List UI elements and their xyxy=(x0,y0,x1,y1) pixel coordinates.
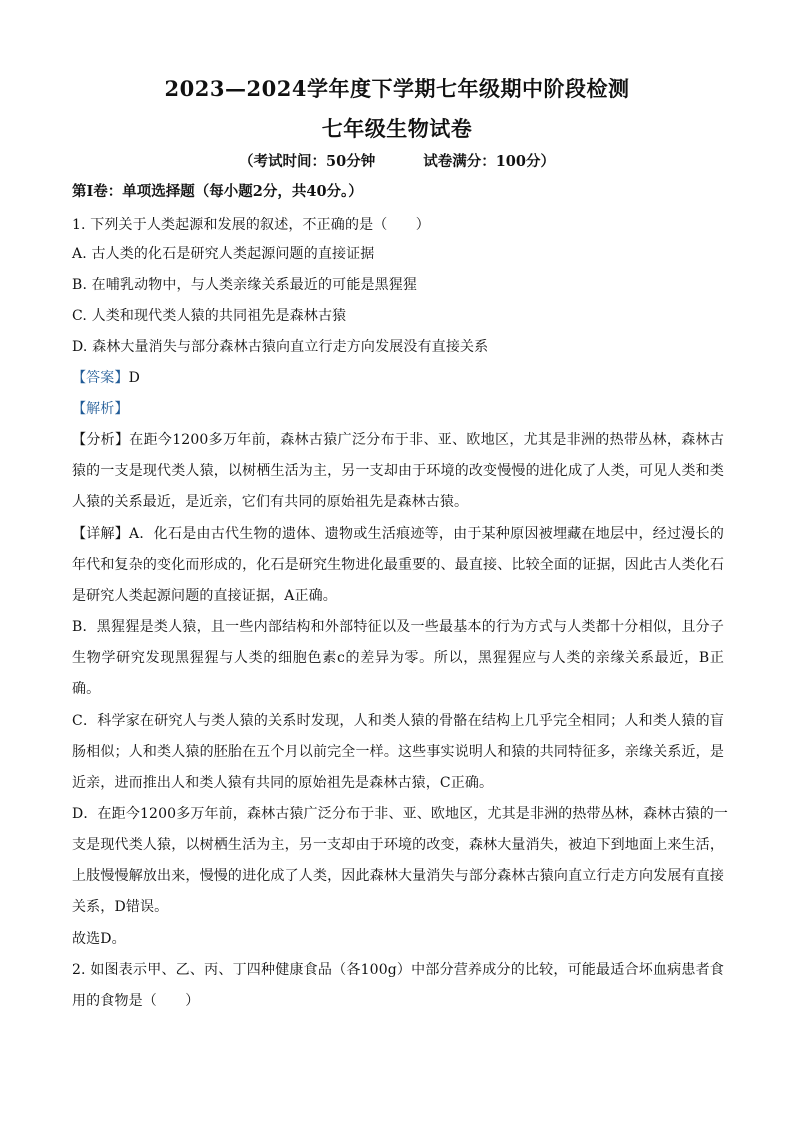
answer-tag: 【答案】 xyxy=(72,370,129,386)
answer-line xyxy=(72,368,724,388)
fenxi-line-1 xyxy=(72,430,724,450)
answer-value: D xyxy=(128,370,140,386)
exam-meta xyxy=(0,150,794,171)
final-choice: 故选D。 xyxy=(72,931,126,947)
question-1-stem: 1. 下列关于人类起源和发展的叙述，不正确的是（ ） xyxy=(72,217,430,233)
question-1-option-b: B. 在哺乳动物中，与人类亲缘关系最近的可能是黑猩猩 xyxy=(72,277,418,293)
option-d-explain-3: 上肢慢慢解放出来，慢慢的进化成了人类，因此森林大量消失与部分森林古猿向直立行走方向发展有直接 xyxy=(72,868,724,884)
option-c-explain-2: 肠相似；人和类人猿的胚胎在五个月以前完全一样。这些事实说明人和猿的共同特征多，亲缘关系近，是 xyxy=(72,744,724,760)
xiangjie-line-2: 年代和复杂的变化而形成的，化石是研究生物进化最重要的、最直接、比较全面的证据，因此古人类化石 xyxy=(72,557,724,573)
question-2-stem-1: 2. 如图表示甲、乙、丙、丁四种健康食品（各100g）中部分营养成分的比较，可能最适合坏血病患者食 xyxy=(72,962,724,978)
question-1-option-a: A. 古人类的化石是研究人类起源问题的直接证据 xyxy=(72,246,375,262)
exam-time: （考试时间：50分钟 xyxy=(239,153,376,170)
section-heading: 第Ⅰ卷：单项选择题（每小题2分，共40分。） xyxy=(72,183,363,200)
full-score: 试卷满分：100分） xyxy=(423,153,555,170)
xiangjie-text-1: A．化石是由古代生物的遗体、遗物或生活痕迹等，由于某种原因被埋藏在地层中，经过漫长的 xyxy=(129,526,724,542)
analysis-tag: 【解析】 xyxy=(72,401,129,417)
xiangjie-tag: 【详解】 xyxy=(72,526,130,542)
option-b-explain-3: 确。 xyxy=(72,681,101,697)
fenxi-line-3: 人猿的关系最近，是近亲，它们有共同的原始祖先是森林古猿。 xyxy=(72,494,469,510)
option-b-explain-2: 生物学研究发现黑猩猩与人类的细胞色素c的差异为零。所以，黑猩猩应与人类的亲缘关系最近，B正 xyxy=(72,650,724,666)
xiangjie-line-1 xyxy=(72,524,724,544)
exam-subtitle: 七年级生物试卷 xyxy=(321,116,473,141)
option-d-explain-4: 关系，D错误。 xyxy=(72,899,169,915)
fenxi-tag: 【分析】 xyxy=(72,432,130,448)
option-c-explain-1: C．科学家在研究人与类人猿的关系时发现，人和类人猿的骨骼在结构上几乎完全相同；人和类人猿的盲 xyxy=(72,713,724,729)
analysis-heading xyxy=(72,399,724,419)
fenxi-line-2: 猿的一支是现代类人猿，以树栖生活为主，另一支却由于环境的改变慢慢的进化成了人类，可见人类和类 xyxy=(72,463,724,479)
option-d-explain-2: 支是现代类人猿，以树栖生活为主，另一支却由于环境的改变，森林大量消失，被迫下到地面上来生活， xyxy=(72,837,724,853)
question-1-option-d: D. 森林大量消失与部分森林古猿向直立行走方向发展没有直接关系 xyxy=(72,339,489,355)
fenxi-text-1: 在距今1200多万年前，森林古猿广泛分布于非、亚、欧地区，尤其是非洲的热带丛林，森林古 xyxy=(129,432,724,448)
exam-title: 2023—2024学年度下学期七年级期中阶段检测 xyxy=(164,76,630,101)
option-c-explain-3: 近亲，进而推出人和类人猿有共同的原始祖先是森林古猿，C正确。 xyxy=(72,775,494,791)
xiangjie-line-3: 是研究人类起源问题的直接证据，A正确。 xyxy=(72,588,337,604)
question-1-option-c: C. 人类和现代类人猿的共同祖先是森林古猿 xyxy=(72,308,347,324)
option-d-explain-1: D．在距今1200多万年前，森林古猿广泛分布于非、亚、欧地区，尤其是非洲的热带丛林，森林古猿的一 xyxy=(72,806,729,822)
option-b-explain-1: B．黑猩猩是类人猿，且一些内部结构和外部特征以及一些最基本的行为方式与人类都十分相似，且分子 xyxy=(72,619,724,635)
question-2-stem-2: 用的食物是（ ） xyxy=(72,993,200,1009)
